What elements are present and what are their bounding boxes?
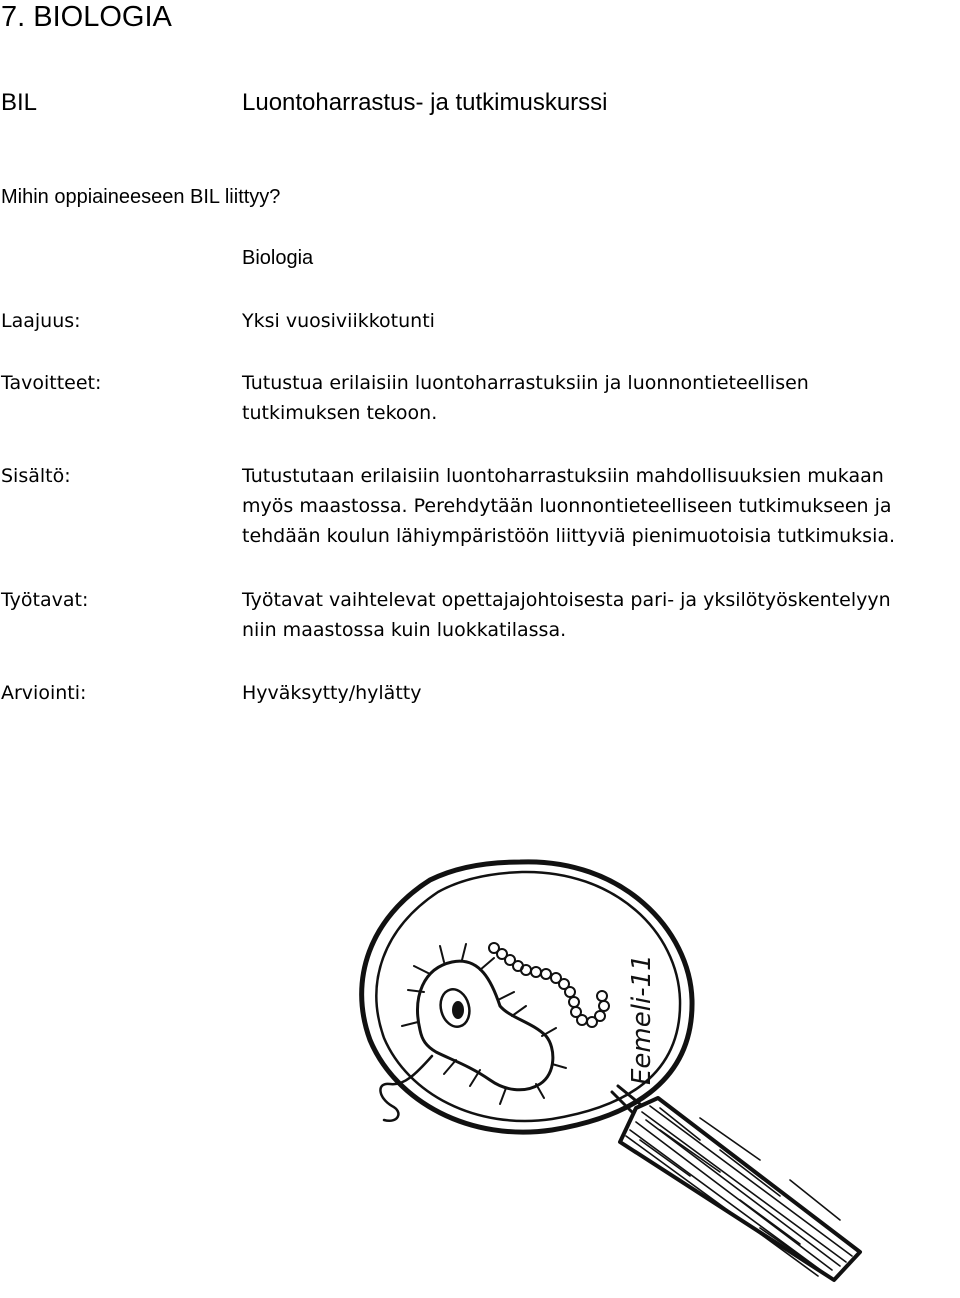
cell-nucleolus — [452, 1001, 464, 1019]
subject-value: Biologia — [242, 247, 314, 269]
value-line: Tutustua erilaisiin luontoharrastuksiin ja luonnontieteellisen — [242, 372, 809, 394]
label-arviointi: Arviointi: — [1, 682, 87, 704]
value-line: Työtavat vaihtelevat opettajajohtoisesta pari- ja yksilötyöskentelyyn — [242, 589, 891, 611]
value-line: Yksi vuosiviikkotunti — [242, 310, 435, 332]
course-code: BIL — [1, 89, 38, 116]
cell-cilia — [402, 944, 566, 1104]
value-line: Hyväksytty/hylätty — [242, 682, 422, 704]
artist-signature: Eemeli-11 — [627, 954, 657, 1085]
label-laajuus: Laajuus: — [1, 310, 81, 332]
handle-wood-grain — [626, 1106, 852, 1276]
course-title: Luontoharrastus- ja tutkimuskurssi — [242, 89, 608, 116]
value-line: myös maastossa. Perehdytään luonnontieteelliseen tutkimukseen ja — [242, 495, 892, 517]
value-line: niin maastossa kuin luokkatilassa. — [242, 619, 567, 641]
handle-outline — [620, 1098, 860, 1280]
cell-body — [418, 961, 553, 1090]
label-tyotavat: Työtavat: — [1, 589, 89, 611]
value-line: tutkimuksen tekoon. — [242, 402, 438, 424]
value-line: tehdään koulun lähiympäristöön liittyviä pienimuotoisia tutkimuksia. — [242, 525, 896, 547]
value-line: Tutustutaan erilaisiin luontoharrastuksiin mahdollisuuksien mukaan — [242, 465, 884, 487]
label-tavoitteet: Tavoitteet: — [1, 372, 102, 394]
page-heading: 7. BIOLOGIA — [1, 1, 172, 33]
subject-question: Mihin oppiaineeseen BIL liittyy? — [1, 186, 281, 208]
cell-chain — [489, 943, 609, 1027]
label-sisalto: Sisältö: — [1, 465, 71, 487]
